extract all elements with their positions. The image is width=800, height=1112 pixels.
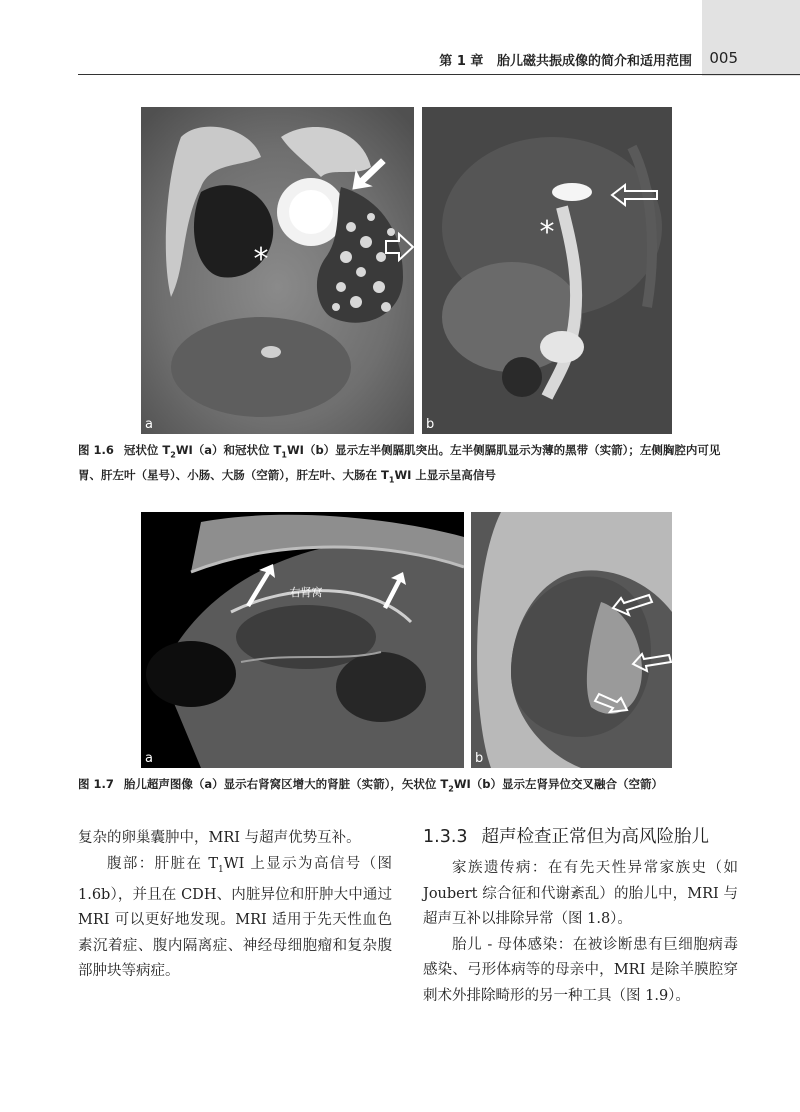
figure-1-7-caption <box>78 774 738 799</box>
mri-sagittal-illustration <box>471 512 672 768</box>
caption-text: WI（b）显示左肾异位交叉融合（空箭） <box>453 777 664 791</box>
asterisk-marker: * <box>253 242 269 277</box>
caption-text: WI（b）显示左半侧膈肌突出。左半侧膈肌显示为薄的黑带（实箭）；左侧胸腔内可见胃、肝左叶（星号）、小肠、大肠（空箭），肝左叶、大肠在 T <box>78 443 721 483</box>
mri-t2-illustration <box>141 107 414 434</box>
body-paragraph: 胎儿 - 母体感染：在被诊断患有巨细胞病毒感染、弓形体病等的母亲中，MRI 是除羊膜腔穿刺术外排除畸形的另一种工具（图 1.9）。 <box>423 936 738 1004</box>
paragraph-text: 腹部：肝脏在 T <box>107 855 219 872</box>
section-heading <box>423 822 738 852</box>
panel-label: a <box>145 417 153 432</box>
caption-text: 冠状位 T <box>123 443 171 457</box>
overlay-label: 右肾窝 <box>289 586 323 599</box>
chapter-number: 第 1 章 <box>439 54 484 69</box>
figure-1-6a-mri-image <box>141 107 414 434</box>
right-text-column <box>423 822 738 1009</box>
caption-subscript: 1 <box>281 450 287 460</box>
figure-1-7a-ultrasound-image <box>141 512 464 768</box>
left-text-column <box>78 826 392 985</box>
panel-label: a <box>145 751 153 766</box>
figure-1-6b-mri-image <box>422 107 672 434</box>
caption-text: WI（a）和冠状位 T <box>175 443 282 457</box>
body-paragraph <box>78 852 392 985</box>
caption-subscript: 2 <box>170 450 176 460</box>
page-number: 005 <box>709 49 738 67</box>
figure-1-7b-mri-image <box>471 512 672 768</box>
paragraph-text: WI 上显示为高信号（图 1.6b），并且在 CDH、内脏异位和肝肿大中通过 MRI 可以更好地发现。MRI 适用于先天性血色素沉着症、腹内隔离症、神经母细胞瘤和复杂腹部肿块等病症。 <box>78 855 392 980</box>
ultrasound-illustration <box>141 512 464 768</box>
caption-subscript: 2 <box>448 784 454 794</box>
caption-text: WI 上显示呈高信号 <box>394 468 496 483</box>
figure-number: 图 1.6 <box>78 443 114 457</box>
caption-subscript: 1 <box>388 475 395 485</box>
panel-label: b <box>426 417 435 432</box>
section-title: 超声检查正常但为高风险胎儿 <box>481 827 710 847</box>
paragraph-subscript: 1 <box>218 864 224 875</box>
asterisk-marker: * <box>539 215 555 250</box>
body-paragraph: 复杂的卵巢囊肿中，MRI 与超声优势互补。 <box>78 830 361 846</box>
running-header <box>439 50 692 69</box>
caption-text: 胎儿超声图像（a）显示右肾窝区增大的肾脏（实箭），矢状位 T <box>123 777 449 791</box>
mri-t1-illustration <box>422 107 672 434</box>
chapter-title: 胎儿磁共振成像的简介和适用范围 <box>496 54 692 69</box>
figure-number: 图 1.7 <box>78 777 114 791</box>
panel-label: b <box>475 751 484 766</box>
figure-1-6-caption <box>78 440 738 491</box>
section-number: 1.3.3 <box>423 827 468 847</box>
header-rule <box>78 74 800 75</box>
body-paragraph: 家族遗传病：在有先天性异常家族史（如 Joubert 综合征和代谢紊乱）的胎儿中，MRI 与超声互补以排除异常（图 1.8）。 <box>423 860 738 927</box>
